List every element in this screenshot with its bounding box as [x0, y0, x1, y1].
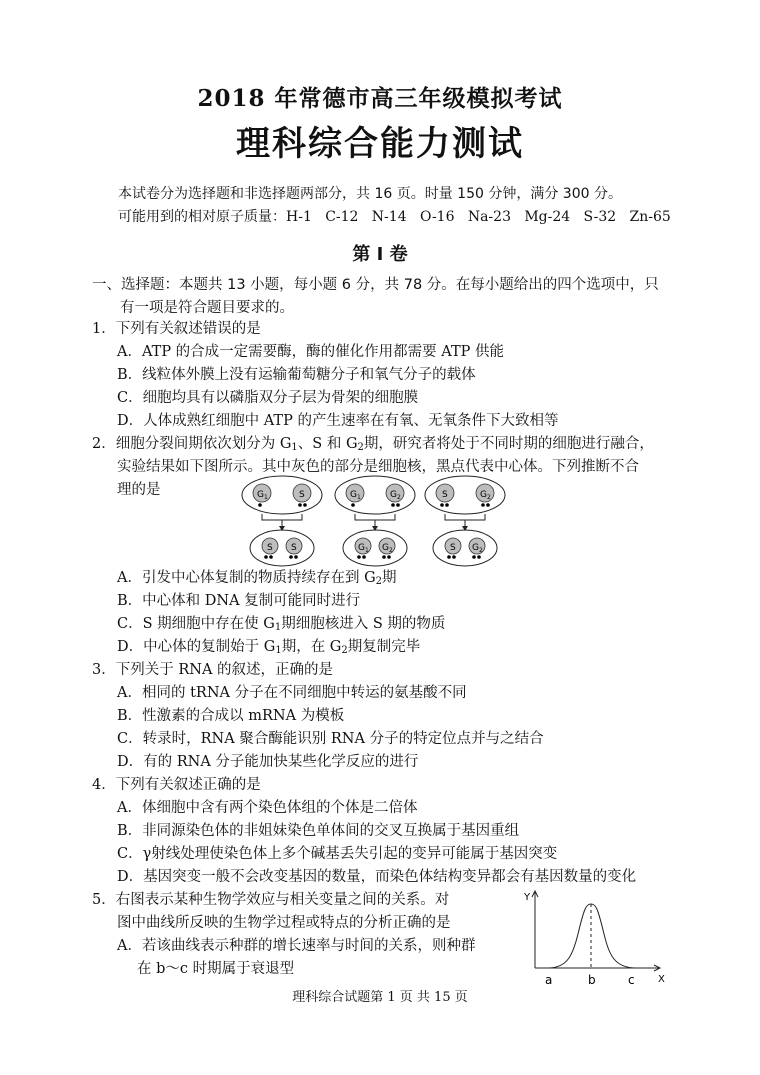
nucleus-label: S — [299, 490, 305, 500]
q2-stem-part: 期，研究者将处于不同时期的细胞进行融合， — [363, 436, 654, 452]
q4-option-d: D．基因突变一般不会改变基因的数量，而染色体结构变异都会有基因数量的变化 — [117, 869, 637, 885]
q1-option-d: D．人体成熟红细胞中 ATP 的产生速率在有氧、无氧条件下大致相等 — [117, 413, 559, 429]
fusion-pair-g1-g2 — [335, 476, 415, 514]
q5-option-a-line2: 在 b～c 时期属于衰退型 — [137, 961, 295, 977]
nucleus-label: $G_1$ — [257, 490, 268, 501]
nucleus-label: S — [291, 543, 297, 553]
q4-stem: 4．下列有关叙述正确的是 — [92, 777, 261, 793]
subscript: 1 — [274, 622, 282, 633]
q2-stem-part: 2．细胞分裂间期依次划分为 G — [92, 436, 292, 452]
q1-option-c: C．细胞均具有以磷脂双分子层为骨架的细胞膜 — [117, 390, 419, 406]
q2-option-d-part: 期，在 G — [281, 639, 342, 655]
section1-line2: 有一项是符合题目要求的。 — [120, 300, 294, 316]
tick-label-c: c — [628, 973, 635, 987]
nucleus-label: $G_2$ — [472, 543, 483, 554]
volume-heading: 第 Ⅰ 卷 — [352, 244, 408, 265]
y-axis-label: Y — [524, 892, 531, 903]
subscript: 2 — [341, 645, 348, 656]
q1-option-b: B．线粒体外膜上没有运输葡萄糖分子和氧气分子的载体 — [117, 367, 476, 383]
fused-cell-3 — [433, 530, 497, 566]
q3-option-a: A．相同的 tRNA 分子在不同细胞中转运的氨基酸不同 — [117, 685, 467, 701]
subscript: 1 — [275, 645, 282, 656]
q2-option-d — [117, 637, 420, 661]
q5-curve-graph — [518, 884, 668, 992]
q2-stem-line1 — [92, 434, 654, 458]
nucleus-label: $G_1$ — [358, 543, 369, 554]
q2-stem-line3: 理的是 — [117, 482, 161, 498]
subscript: 2 — [357, 442, 364, 453]
q2-option-c-part: 期细胞核进入 S 期的物质 — [281, 616, 446, 632]
nucleus-label: $G_1$ — [350, 490, 361, 501]
q2-option-b: B．中心体和 DNA 复制可能同时进行 — [117, 593, 361, 609]
fusion-arrows — [262, 514, 485, 527]
tick-label-a: a — [545, 973, 553, 987]
subscript: 1 — [291, 442, 298, 453]
exam-title: 2018 年常德市高三年级模拟考试 — [197, 85, 563, 112]
subscript: 2 — [375, 576, 383, 587]
atomic-masses-values: H-1 C-12 N-14 O-16 Na-23 Mg-24 S-32 Zn-65 — [286, 209, 671, 225]
bell-curve — [548, 904, 636, 968]
page-footer: 理科综合试题第 1 页 共 15 页 — [292, 990, 468, 1005]
exam-intro: 本试卷分为选择题和非选择题两部分，共 16 页。时量 150 分钟，满分 300 分。 — [118, 186, 622, 202]
q5-option-a-line1: A．若该曲线表示种群的增长速率与时间的关系，则种群 — [117, 938, 476, 954]
exam-subtitle: 理科综合能力测试 — [236, 124, 524, 164]
q3-option-b: B．性激素的合成以 mRNA 为模板 — [117, 708, 345, 724]
q5-stem-line1: 5．右图表示某种生物学效应与相关变量之间的关系。对 — [92, 892, 450, 908]
q3-option-d: D．有的 RNA 分子能加快某些化学反应的进行 — [117, 754, 419, 770]
q2-option-a-part: 期 — [382, 570, 397, 586]
q2-stem-line2: 实验结果如下图所示。其中灰色的部分是细胞核，黑点代表中心体。下列推断不合 — [117, 459, 639, 475]
x-axis-label: X — [658, 974, 665, 985]
q4-option-c: C．γ射线处理使染色体上多个碱基丢失引起的变异可能属于基因突变 — [117, 846, 558, 862]
nucleus-label: $G_2$ — [480, 490, 491, 501]
fusion-pair-g1-s — [242, 476, 322, 514]
q2-option-c-part: C．S 期细胞中存在使 G — [117, 616, 275, 632]
fused-cell-1 — [250, 530, 314, 566]
q4-option-b: B．非同源染色体的非姐妹染色单体间的交叉互换属于基因重组 — [117, 823, 520, 839]
q1-stem: 1．下列有关叙述错误的是 — [92, 321, 261, 337]
fusion-pair-s-g2 — [425, 476, 505, 514]
q2-stem-part: 、S 和 G — [297, 436, 358, 452]
q3-option-c: C．转录时，RNA 聚合酶能识别 RNA 分子的特定位点并与之结合 — [117, 731, 544, 747]
q2-option-d-part: D．中心体的复制始于 G — [117, 639, 276, 655]
q1-option-a: A．ATP 的合成一定需要酶，酶的催化作用都需要 ATP 供能 — [117, 344, 505, 360]
q2-option-d-part: 期复制完毕 — [347, 639, 421, 655]
nucleus-label: S — [267, 543, 273, 553]
atomic-masses-label: 可能用到的相对原子质量： — [118, 209, 286, 225]
nucleus-label: $G_2$ — [390, 490, 401, 501]
nucleus-label: $G_2$ — [382, 543, 393, 554]
cell-fusion-diagram — [235, 474, 515, 570]
q3-stem: 3．下列关于 RNA 的叙述，正确的是 — [92, 662, 334, 678]
q5-stem-line2: 图中曲线所反映的生物学过程或特点的分析正确的是 — [117, 915, 451, 931]
section1-line1: 一、选择题：本题共 13 小题，每小题 6 分，共 78 分。在每小题给出的四个选项中，只 — [92, 277, 659, 293]
fused-cell-2 — [343, 530, 407, 566]
q4-option-a: A．体细胞中含有两个染色体组的个体是二倍体 — [117, 800, 418, 816]
nucleus-label: S — [442, 490, 448, 500]
nucleus-label: S — [450, 543, 456, 553]
atomic-masses — [118, 206, 671, 226]
q2-option-a — [117, 568, 397, 592]
q2-option-a-part: A．引发中心体复制的物质持续存在到 G — [117, 570, 376, 586]
tick-label-b: b — [588, 973, 596, 987]
q2-option-c — [117, 614, 445, 638]
